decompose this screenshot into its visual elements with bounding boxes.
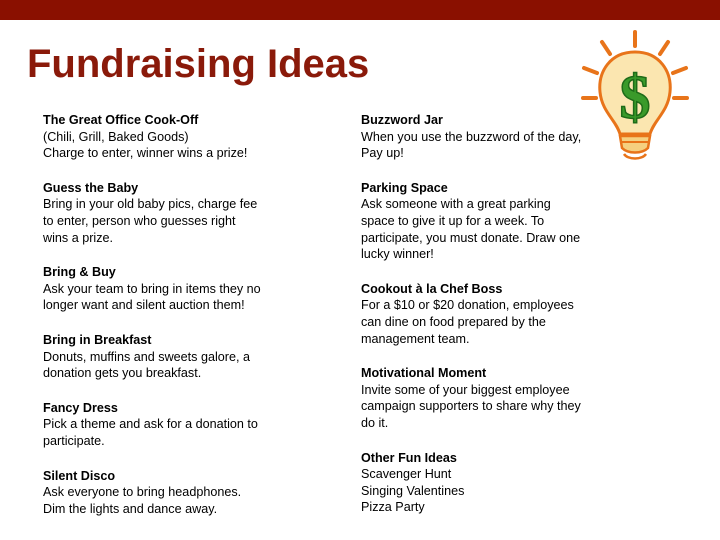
- idea-text: When you use the buzzword of the day,: [361, 129, 582, 144]
- idea-item: [43, 112, 305, 162]
- idea-text: space to give it up for a week. To: [361, 213, 545, 228]
- idea-item: [43, 468, 305, 518]
- idea-text: Singing Valentines: [361, 483, 465, 498]
- idea-title: Other Fun Ideas: [361, 450, 457, 465]
- idea-item: [43, 332, 305, 382]
- idea-text: Ask your team to bring in items they no: [43, 281, 261, 296]
- idea-item: [361, 112, 609, 162]
- idea-text: participate.: [43, 433, 105, 448]
- idea-item: [361, 450, 609, 516]
- right-ideas-column: [361, 112, 609, 534]
- idea-text: Scavenger Hunt: [361, 467, 452, 482]
- idea-title: Buzzword Jar: [361, 113, 443, 127]
- idea-item: [43, 180, 305, 246]
- idea-text: (Chili, Grill, Baked Goods): [43, 129, 189, 144]
- idea-text: Ask everyone to bring headphones.: [43, 485, 242, 500]
- idea-text: For a $10 or $20 donation, employees: [361, 298, 574, 313]
- idea-text: donation gets you breakfast.: [43, 366, 202, 381]
- idea-text: to enter, person who guesses right: [43, 213, 236, 228]
- idea-text: lucky winner!: [361, 247, 434, 262]
- idea-text: Charge to enter, winner wins a prize!: [43, 146, 248, 161]
- idea-title: Silent Disco: [43, 468, 116, 483]
- idea-title: Bring in Breakfast: [43, 332, 152, 347]
- idea-item: [361, 365, 609, 431]
- idea-text: do it.: [361, 415, 389, 430]
- page-title: Fundraising Ideas: [27, 42, 370, 86]
- idea-text: can dine on food prepared by the: [361, 314, 546, 329]
- idea-title: Bring & Buy: [43, 265, 116, 280]
- idea-text: management team.: [361, 331, 470, 346]
- idea-title: Guess the Baby: [43, 180, 139, 195]
- idea-text: campaign supporters to share why they: [361, 399, 581, 414]
- idea-item: [361, 281, 609, 347]
- idea-item: [43, 400, 305, 450]
- idea-text: Pay up!: [361, 146, 404, 161]
- idea-title: Fancy Dress: [43, 400, 118, 415]
- idea-title: Cookout à la Chef Boss: [361, 281, 503, 296]
- idea-item: [361, 180, 609, 263]
- idea-item: [43, 264, 305, 314]
- idea-text: Dim the lights and dance away.: [43, 501, 218, 516]
- svg-text:$: $: [619, 64, 651, 132]
- idea-text: longer want and silent auction them!: [43, 298, 245, 313]
- idea-text: Invite some of your biggest employee: [361, 382, 570, 397]
- idea-title: Parking Space: [361, 180, 448, 195]
- idea-text: wins a prize.: [43, 230, 113, 245]
- idea-text: Bring in your old baby pics, charge fee: [43, 197, 258, 212]
- idea-text: Ask someone with a great parking: [361, 197, 551, 212]
- left-ideas-column: [43, 112, 305, 535]
- idea-text: participate, you must donate. Draw one: [361, 230, 581, 245]
- idea-text: Pick a theme and ask for a donation to: [43, 417, 258, 432]
- idea-text: Pizza Party: [361, 500, 425, 515]
- top-banner-bar: [0, 0, 720, 20]
- idea-title: The Great Office Cook-Off: [43, 113, 199, 127]
- idea-text: Donuts, muffins and sweets galore, a: [43, 349, 250, 364]
- idea-title: Motivational Moment: [361, 366, 487, 381]
